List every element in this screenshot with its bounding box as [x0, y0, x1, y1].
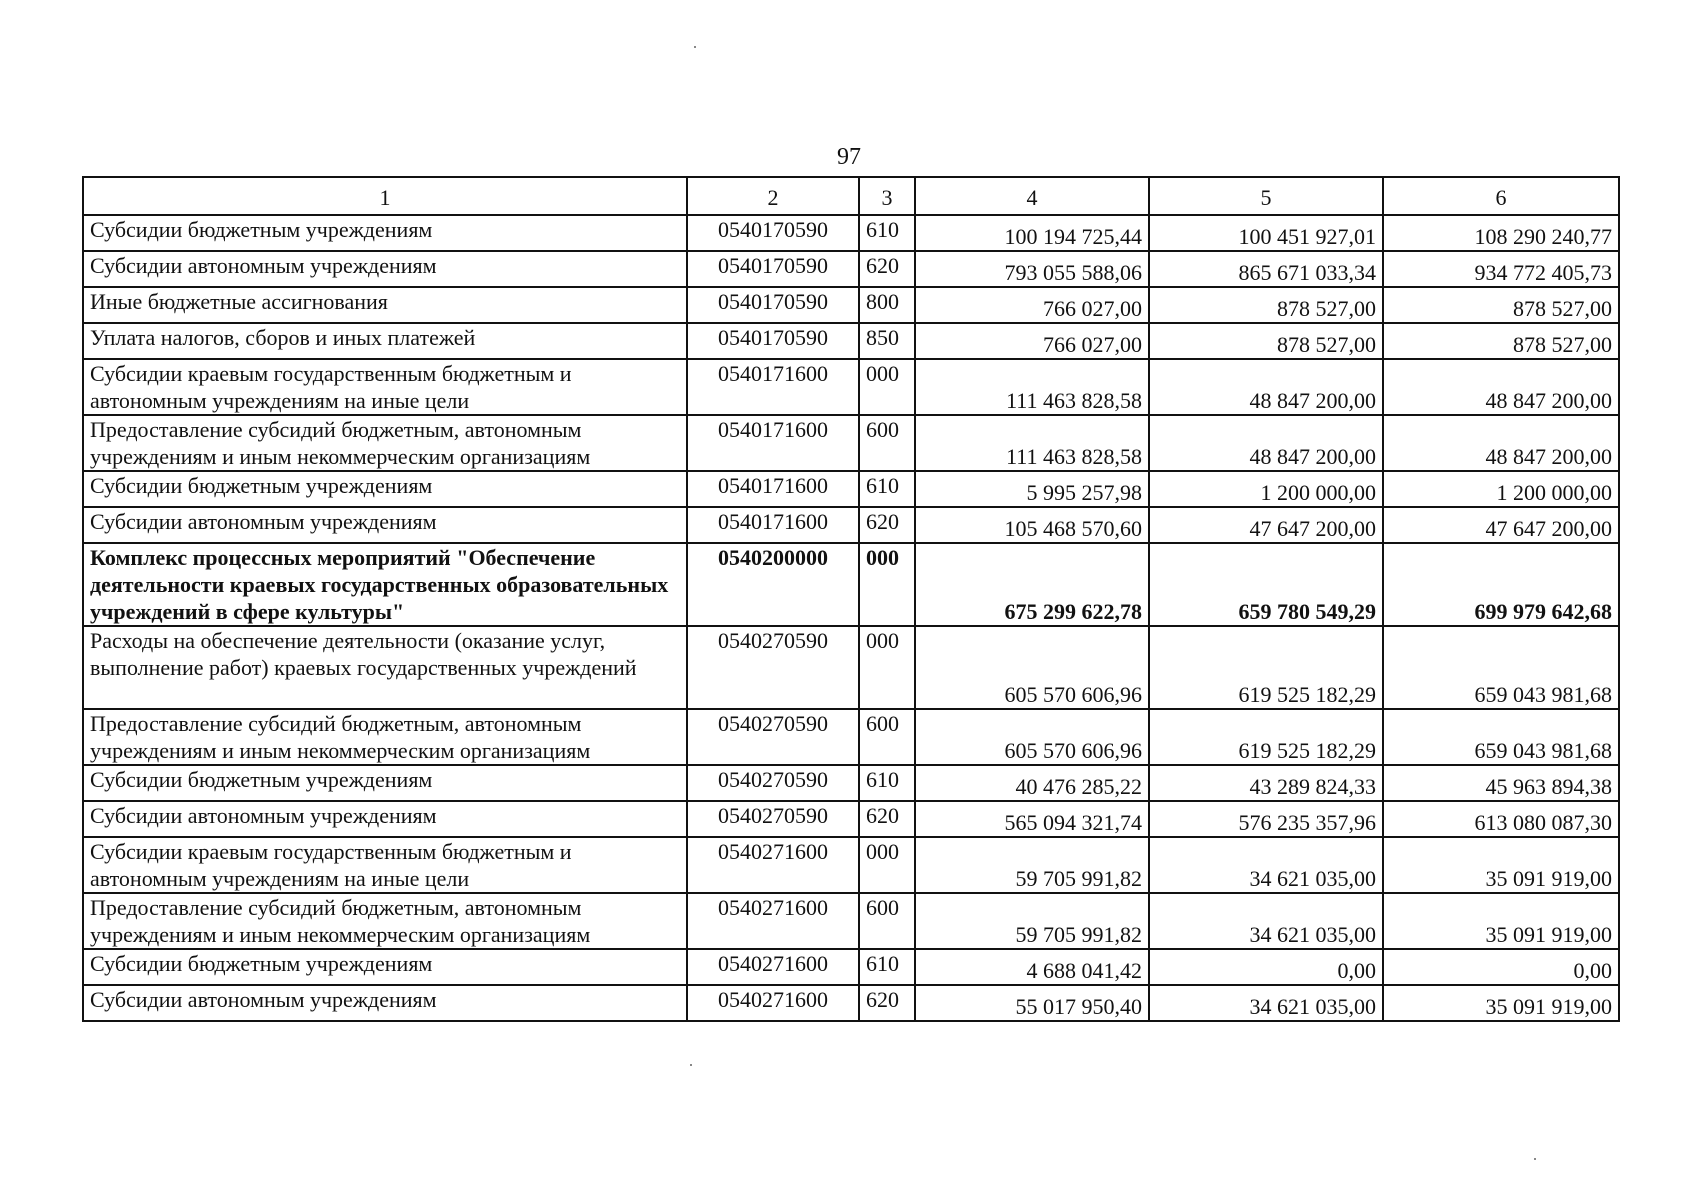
- table-header: [83, 177, 1619, 215]
- cell-expense-kind: 620: [859, 251, 915, 287]
- cell-expense-kind: 620: [859, 507, 915, 543]
- cell-value-col-5: 619 525 182,29: [1149, 626, 1383, 709]
- cell-value-col-5: 1 200 000,00: [1149, 471, 1383, 507]
- cell-code: 0540171600: [687, 471, 859, 507]
- cell-value-col-4: 4 688 041,42: [915, 949, 1149, 985]
- cell-code: 0540171600: [687, 359, 859, 415]
- table-row: [83, 359, 1619, 415]
- cell-value-col-4: 105 468 570,60: [915, 507, 1149, 543]
- cell-value-col-6: 108 290 240,77: [1383, 215, 1619, 251]
- cell-name: Субсидии бюджетным учреждениям: [83, 215, 687, 251]
- cell-expense-kind: 610: [859, 215, 915, 251]
- cell-code: 0540200000: [687, 543, 859, 626]
- cell-code: 0540171600: [687, 415, 859, 471]
- cell-name: Субсидии бюджетным учреждениям: [83, 949, 687, 985]
- table-body: [83, 215, 1619, 1021]
- cell-value-col-5: 43 289 824,33: [1149, 765, 1383, 801]
- cell-value-col-4: 111 463 828,58: [915, 359, 1149, 415]
- cell-value-col-5: 34 621 035,00: [1149, 985, 1383, 1021]
- cell-value-col-4: 766 027,00: [915, 323, 1149, 359]
- header-col-5: 5: [1149, 177, 1383, 215]
- table-row: [83, 801, 1619, 837]
- cell-expense-kind: 000: [859, 837, 915, 893]
- cell-expense-kind: 000: [859, 626, 915, 709]
- cell-expense-kind: 600: [859, 893, 915, 949]
- cell-name: Субсидии автономным учреждениям: [83, 251, 687, 287]
- cell-code: 0540271600: [687, 893, 859, 949]
- cell-value-col-5: 48 847 200,00: [1149, 359, 1383, 415]
- cell-code: 0540171600: [687, 507, 859, 543]
- cell-expense-kind: 620: [859, 801, 915, 837]
- cell-value-col-4: 5 995 257,98: [915, 471, 1149, 507]
- cell-code: 0540170590: [687, 323, 859, 359]
- cell-value-col-4: 675 299 622,78: [915, 543, 1149, 626]
- cell-value-col-5: 100 451 927,01: [1149, 215, 1383, 251]
- cell-name: Предоставление субсидий бюджетным, автономным учреждениям и иным некоммерческим организациям: [83, 709, 687, 765]
- cell-code: 0540270590: [687, 626, 859, 709]
- scan-speck: [694, 46, 696, 48]
- cell-value-col-6: 699 979 642,68: [1383, 543, 1619, 626]
- cell-name: Субсидии автономным учреждениям: [83, 507, 687, 543]
- header-col-4: 4: [915, 177, 1149, 215]
- cell-value-col-6: 35 091 919,00: [1383, 985, 1619, 1021]
- cell-value-col-6: 878 527,00: [1383, 323, 1619, 359]
- table-row: [83, 215, 1619, 251]
- page-number: 97: [837, 144, 861, 170]
- table-row: [83, 507, 1619, 543]
- cell-value-col-5: 865 671 033,34: [1149, 251, 1383, 287]
- cell-expense-kind: 610: [859, 765, 915, 801]
- cell-expense-kind: 850: [859, 323, 915, 359]
- cell-value-col-5: 0,00: [1149, 949, 1383, 985]
- cell-name: Иные бюджетные ассигнования: [83, 287, 687, 323]
- cell-value-col-4: 565 094 321,74: [915, 801, 1149, 837]
- table-row: [83, 985, 1619, 1021]
- table-row: [83, 415, 1619, 471]
- cell-value-col-5: 48 847 200,00: [1149, 415, 1383, 471]
- cell-value-col-4: 55 017 950,40: [915, 985, 1149, 1021]
- cell-expense-kind: 600: [859, 415, 915, 471]
- cell-value-col-4: 111 463 828,58: [915, 415, 1149, 471]
- cell-value-col-4: 605 570 606,96: [915, 709, 1149, 765]
- cell-value-col-4: 59 705 991,82: [915, 837, 1149, 893]
- cell-value-col-4: 605 570 606,96: [915, 626, 1149, 709]
- header-col-3: 3: [859, 177, 915, 215]
- header-col-1: 1: [83, 177, 687, 215]
- cell-value-col-6: 35 091 919,00: [1383, 837, 1619, 893]
- table-row: [83, 709, 1619, 765]
- cell-code: 0540170590: [687, 287, 859, 323]
- table-row: [83, 949, 1619, 985]
- cell-expense-kind: 600: [859, 709, 915, 765]
- cell-value-col-5: 47 647 200,00: [1149, 507, 1383, 543]
- cell-expense-kind: 000: [859, 359, 915, 415]
- cell-value-col-6: 48 847 200,00: [1383, 359, 1619, 415]
- table-row: [83, 251, 1619, 287]
- cell-code: 0540170590: [687, 215, 859, 251]
- cell-value-col-5: 878 527,00: [1149, 287, 1383, 323]
- table-row: [83, 323, 1619, 359]
- cell-value-col-5: 659 780 549,29: [1149, 543, 1383, 626]
- cell-name: Субсидии бюджетным учреждениям: [83, 471, 687, 507]
- cell-value-col-6: 47 647 200,00: [1383, 507, 1619, 543]
- cell-value-col-4: 766 027,00: [915, 287, 1149, 323]
- cell-name: Предоставление субсидий бюджетным, автономным учреждениям и иным некоммерческим организациям: [83, 893, 687, 949]
- cell-value-col-4: 100 194 725,44: [915, 215, 1149, 251]
- cell-value-col-6: 0,00: [1383, 949, 1619, 985]
- cell-value-col-6: 48 847 200,00: [1383, 415, 1619, 471]
- cell-value-col-6: 934 772 405,73: [1383, 251, 1619, 287]
- cell-value-col-6: 1 200 000,00: [1383, 471, 1619, 507]
- cell-value-col-5: 878 527,00: [1149, 323, 1383, 359]
- cell-expense-kind: 610: [859, 471, 915, 507]
- cell-name: Субсидии автономным учреждениям: [83, 801, 687, 837]
- cell-name: Комплекс процессных мероприятий "Обеспечение деятельности краевых государственных образовательных учреждений в сфере культуры": [83, 543, 687, 626]
- cell-code: 0540270590: [687, 765, 859, 801]
- cell-code: 0540270590: [687, 709, 859, 765]
- cell-code: 0540271600: [687, 837, 859, 893]
- cell-value-col-4: 59 705 991,82: [915, 893, 1149, 949]
- table-row: [83, 287, 1619, 323]
- header-col-6: 6: [1383, 177, 1619, 215]
- cell-value-col-5: 34 621 035,00: [1149, 893, 1383, 949]
- scan-speck: [690, 1064, 692, 1066]
- budget-table: [82, 176, 1620, 1022]
- cell-value-col-4: 793 055 588,06: [915, 251, 1149, 287]
- header-row: [83, 177, 1619, 215]
- cell-value-col-6: 45 963 894,38: [1383, 765, 1619, 801]
- cell-value-col-4: 40 476 285,22: [915, 765, 1149, 801]
- cell-value-col-6: 613 080 087,30: [1383, 801, 1619, 837]
- cell-name: Предоставление субсидий бюджетным, автономным учреждениям и иным некоммерческим организациям: [83, 415, 687, 471]
- table-row: [83, 837, 1619, 893]
- cell-name: Субсидии краевым государственным бюджетным и автономным учреждениям на иные цели: [83, 359, 687, 415]
- cell-name: Субсидии автономным учреждениям: [83, 985, 687, 1021]
- cell-value-col-6: 35 091 919,00: [1383, 893, 1619, 949]
- cell-name: Субсидии краевым государственным бюджетным и автономным учреждениям на иные цели: [83, 837, 687, 893]
- cell-code: 0540270590: [687, 801, 859, 837]
- cell-value-col-6: 659 043 981,68: [1383, 626, 1619, 709]
- cell-value-col-5: 576 235 357,96: [1149, 801, 1383, 837]
- table-row: [83, 893, 1619, 949]
- cell-expense-kind: 610: [859, 949, 915, 985]
- table-row: [83, 626, 1619, 709]
- table-row: [83, 765, 1619, 801]
- cell-expense-kind: 000: [859, 543, 915, 626]
- table-row: [83, 543, 1619, 626]
- scan-speck: [1534, 1158, 1536, 1160]
- cell-name: Расходы на обеспечение деятельности (оказание услуг, выполнение работ) краевых государственных учреждений: [83, 626, 687, 709]
- cell-name: Субсидии бюджетным учреждениям: [83, 765, 687, 801]
- cell-name: Уплата налогов, сборов и иных платежей: [83, 323, 687, 359]
- table-row: [83, 471, 1619, 507]
- cell-value-col-6: 659 043 981,68: [1383, 709, 1619, 765]
- cell-value-col-5: 34 621 035,00: [1149, 837, 1383, 893]
- cell-code: 0540271600: [687, 949, 859, 985]
- cell-expense-kind: 620: [859, 985, 915, 1021]
- cell-code: 0540271600: [687, 985, 859, 1021]
- cell-value-col-6: 878 527,00: [1383, 287, 1619, 323]
- header-col-2: 2: [687, 177, 859, 215]
- cell-code: 0540170590: [687, 251, 859, 287]
- cell-expense-kind: 800: [859, 287, 915, 323]
- cell-value-col-5: 619 525 182,29: [1149, 709, 1383, 765]
